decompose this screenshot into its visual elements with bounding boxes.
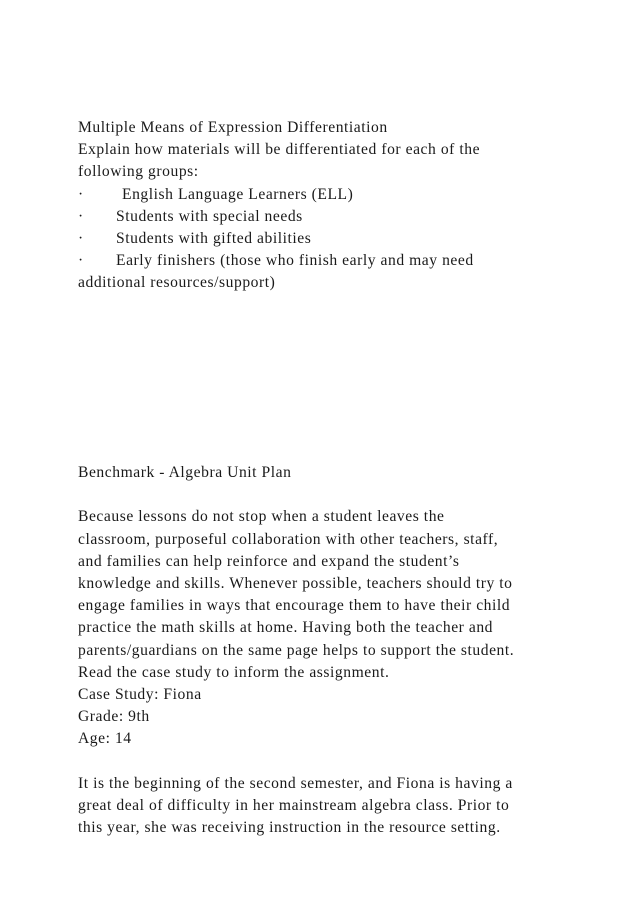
intro-line: Explain how materials will be differentiated for each of the xyxy=(78,141,481,159)
paragraph-line: It is the beginning of the second semester, and Fiona is having a xyxy=(78,774,513,792)
bullet-item-early-finishers xyxy=(78,250,598,272)
grade-line: Grade: 9th xyxy=(78,708,150,726)
paragraph-line: Read the case study to inform the assignment. xyxy=(78,663,390,681)
bullet-item-ell xyxy=(78,184,598,206)
case-study-title: Case Study: Fiona xyxy=(78,685,202,703)
bullet-text: Early finishers (those who finish early and may need xyxy=(116,252,474,270)
bullet-text: Students with gifted abilities xyxy=(116,229,312,247)
bullet-text: Students with special needs xyxy=(116,207,303,225)
benchmark-section xyxy=(78,462,598,839)
bullet-text: English Language Learners (ELL) xyxy=(122,185,354,203)
intro-line: following groups: xyxy=(78,163,199,181)
bullet-marker: · xyxy=(78,185,84,203)
bullet-marker: · xyxy=(78,229,84,247)
paragraph-line: classroom, purposeful collaboration with other teachers, staff, xyxy=(78,530,499,548)
paragraph-line: engage families in ways that encourage them to have their child xyxy=(78,597,511,615)
bullet-item-special-needs xyxy=(78,206,598,228)
paragraph-line: Because lessons do not stop when a student leaves the xyxy=(78,508,445,526)
bullet-item-gifted xyxy=(78,228,598,250)
section-heading: Benchmark - Algebra Unit Plan xyxy=(78,464,292,481)
differentiation-section xyxy=(78,117,598,295)
paragraph-line: great deal of difficulty in her mainstream algebra class. Prior to xyxy=(78,796,510,814)
paragraph-line: and families can help reinforce and expand the student’s xyxy=(78,552,460,570)
spacer xyxy=(78,750,598,772)
paragraph-line: knowledge and skills. Whenever possible, teachers should try to xyxy=(78,574,513,592)
paragraph-line: practice the math skills at home. Having both the teacher and xyxy=(78,619,494,637)
bullet-marker: · xyxy=(78,207,84,225)
age-line: Age: 14 xyxy=(78,730,132,748)
section-heading: Multiple Means of Expression Differentiation xyxy=(78,119,388,136)
spacer xyxy=(78,484,598,506)
bullet-continuation: additional resources/support) xyxy=(78,274,276,292)
paragraph-line: this year, she was receiving instruction in the resource setting. xyxy=(78,819,501,836)
paragraph-line: parents/guardians on the same page helps to support the student. xyxy=(78,641,515,659)
bullet-marker: · xyxy=(78,252,84,270)
